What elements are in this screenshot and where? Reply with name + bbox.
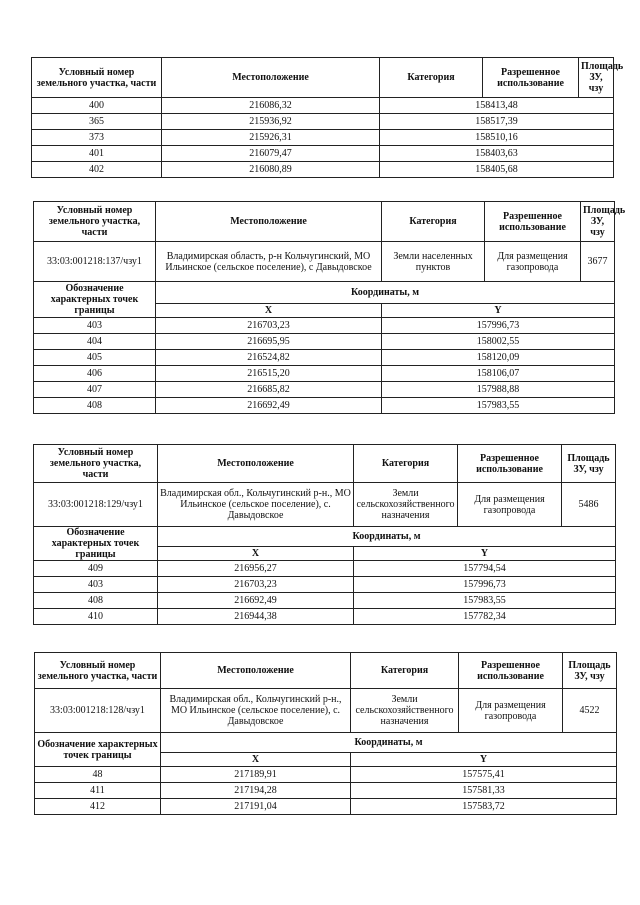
table-header-row	[34, 202, 615, 242]
y-cell: 158120,09	[382, 350, 615, 366]
table-row	[34, 609, 616, 625]
x-cell: 216703,23	[158, 577, 354, 593]
point-cell: 405	[34, 350, 156, 366]
location-value: Владимирская область, р-н Кольчугинский, МО Ильинское (сельское поселение), с Давыдовское	[156, 242, 382, 282]
x-cell: 216695,95	[156, 334, 382, 350]
point-cell: 412	[35, 799, 161, 815]
parcel-info-row	[35, 689, 617, 733]
parcel-number: 33:03:001218:129/чзу1	[34, 483, 158, 527]
y-cell: 157996,73	[354, 577, 616, 593]
point-cell: 403	[34, 318, 156, 334]
table-row	[34, 334, 615, 350]
table-row	[34, 366, 615, 382]
location-header: Местоположение	[158, 445, 354, 483]
table-row	[35, 799, 617, 815]
point-cell: 403	[34, 577, 158, 593]
parcel-info-row	[34, 242, 615, 282]
location-value: Владимирская обл., Кольчугинский р-н., МО Ильинское (сельское поселение), с. Давыдовское	[161, 689, 351, 733]
y-cell: 157583,72	[351, 799, 617, 815]
table-row	[35, 783, 617, 799]
point-cell: 406	[34, 366, 156, 382]
x-cell: 216524,82	[156, 350, 382, 366]
y-header: Y	[351, 753, 617, 767]
point-cell: 404	[34, 334, 156, 350]
table-header-row	[35, 653, 617, 689]
x-header: X	[158, 547, 354, 561]
boundary-table-3	[33, 444, 616, 625]
x-cell: 216515,20	[156, 366, 382, 382]
point-cell: 400	[32, 98, 162, 114]
area-header: Площадь ЗУ, чзу	[563, 653, 617, 689]
boundary-table-2	[33, 201, 626, 414]
point-cell: 408	[34, 398, 156, 414]
x-cell: 216956,27	[158, 561, 354, 577]
coords-header-row	[34, 527, 616, 547]
category-value: Земли сельскохозяйственного назначения	[351, 689, 459, 733]
point-cell: 48	[35, 767, 161, 783]
table-row	[34, 382, 615, 398]
area-value: 3677	[581, 242, 615, 282]
boundary-table-4	[34, 652, 617, 815]
y-cell: 157988,88	[382, 382, 615, 398]
parcel-info-row	[34, 483, 616, 527]
point-cell: 365	[32, 114, 162, 130]
x-cell: 216080,89	[162, 162, 380, 178]
area-header: Площадь ЗУ, чзу	[579, 58, 614, 98]
permitted-use-header: Разрешенное использование	[483, 58, 579, 98]
point-cell: 373	[32, 130, 162, 146]
x-cell: 216079,47	[162, 146, 380, 162]
coords-header-row	[34, 282, 615, 304]
permitted-use-header: Разрешенное использование	[458, 445, 562, 483]
table-row	[34, 577, 616, 593]
table-header-row	[32, 58, 614, 98]
permitted-use-header: Разрешенное использование	[459, 653, 563, 689]
x-cell: 217194,28	[161, 783, 351, 799]
x-cell: 217191,04	[161, 799, 351, 815]
y-cell: 158106,07	[382, 366, 615, 382]
point-label-header: Обозначение характерных точек границы	[34, 282, 156, 318]
y-cell: 158517,39	[380, 114, 614, 130]
table-row	[32, 162, 614, 178]
x-header: X	[161, 753, 351, 767]
table-row	[32, 114, 614, 130]
y-cell: 157782,34	[354, 609, 616, 625]
x-cell: 216703,23	[156, 318, 382, 334]
coords-header-row	[35, 733, 617, 753]
permitted-use-value: Для размещения газопровода	[458, 483, 562, 527]
table-row	[34, 561, 616, 577]
parcel-number-header: Условный номер земельного участка, части	[34, 445, 158, 483]
x-cell: 216692,49	[156, 398, 382, 414]
parcel-number-header: Условный номер земельного участка, части	[35, 653, 161, 689]
area-value: 5486	[562, 483, 616, 527]
table-row	[34, 593, 616, 609]
category-header: Категория	[382, 202, 485, 242]
category-value: Земли населенных пунктов	[382, 242, 485, 282]
parcel-number: 33:03:001218:137/чзу1	[34, 242, 156, 282]
x-cell: 216692,49	[158, 593, 354, 609]
y-cell: 158405,68	[380, 162, 614, 178]
table-row	[32, 130, 614, 146]
permitted-use-value: Для размещения газопровода	[459, 689, 563, 733]
category-header: Категория	[351, 653, 459, 689]
category-header: Категория	[354, 445, 458, 483]
y-cell: 157983,55	[382, 398, 615, 414]
point-cell: 410	[34, 609, 158, 625]
y-cell: 157575,41	[351, 767, 617, 783]
parcel-number: 33:03:001218:128/чзу1	[35, 689, 161, 733]
y-cell: 157581,33	[351, 783, 617, 799]
y-cell: 158413,48	[380, 98, 614, 114]
point-cell: 401	[32, 146, 162, 162]
parcel-number-header: Условный номер земельного участка, части	[34, 202, 156, 242]
location-header: Местоположение	[161, 653, 351, 689]
location-header: Местоположение	[156, 202, 382, 242]
coords-header: Координаты, м	[156, 282, 615, 304]
point-cell: 407	[34, 382, 156, 398]
coords-header: Координаты, м	[161, 733, 617, 753]
boundary-table-1	[31, 57, 624, 178]
x-cell: 216685,82	[156, 382, 382, 398]
table-row	[34, 350, 615, 366]
point-cell: 409	[34, 561, 158, 577]
parcel-number-header: Условный номер земельного участка, части	[32, 58, 162, 98]
category-header: Категория	[380, 58, 483, 98]
location-header: Местоположение	[162, 58, 380, 98]
y-cell: 158403,63	[380, 146, 614, 162]
area-header: Площадь ЗУ, чзу	[562, 445, 616, 483]
table-row	[32, 146, 614, 162]
category-value: Земли сельскохозяйственного назначения	[354, 483, 458, 527]
area-value: 4522	[563, 689, 617, 733]
y-header: Y	[382, 304, 615, 318]
permitted-use-value: Для размещения газопровода	[485, 242, 581, 282]
y-cell: 157983,55	[354, 593, 616, 609]
point-cell: 402	[32, 162, 162, 178]
x-cell: 217189,91	[161, 767, 351, 783]
table-row	[35, 767, 617, 783]
x-cell: 216944,38	[158, 609, 354, 625]
y-cell: 158002,55	[382, 334, 615, 350]
x-cell: 215926,31	[162, 130, 380, 146]
point-label-header: Обозначение характерных точек границы	[35, 733, 161, 767]
table-row	[32, 98, 614, 114]
table-row	[34, 398, 615, 414]
y-header: Y	[354, 547, 616, 561]
y-cell: 157996,73	[382, 318, 615, 334]
coords-header: Координаты, м	[158, 527, 616, 547]
point-label-header: Обозначение характерных точек границы	[34, 527, 158, 561]
y-cell: 158510,16	[380, 130, 614, 146]
table-header-row	[34, 445, 616, 483]
permitted-use-header: Разрешенное использование	[485, 202, 581, 242]
y-cell: 157794,54	[354, 561, 616, 577]
point-cell: 408	[34, 593, 158, 609]
point-cell: 411	[35, 783, 161, 799]
table-row	[34, 318, 615, 334]
x-cell: 215936,92	[162, 114, 380, 130]
x-cell: 216086,32	[162, 98, 380, 114]
area-header: Площадь ЗУ, чзу	[581, 202, 615, 242]
x-header: X	[156, 304, 382, 318]
location-value: Владимирская обл., Кольчугинский р-н., МО Ильинское (сельское поселение), с. Давыдовское	[158, 483, 354, 527]
